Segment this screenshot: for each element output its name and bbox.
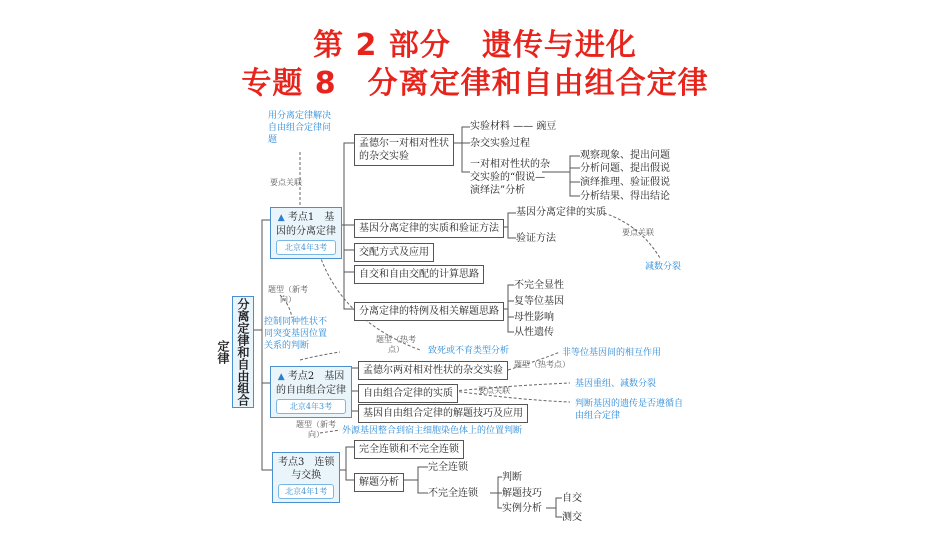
title-line-2: 专题 8 分离定律和自由组合定律: [241, 66, 709, 101]
note-3: 控制同种性状不同突变基因位置关系的判断: [264, 317, 328, 351]
linkage-sub-1: 判断: [502, 472, 522, 483]
experiment-process: 杂交实验过程: [470, 138, 530, 149]
tag-type-4: 题型（新考向）: [296, 420, 336, 439]
tag-related-1: 要点关联: [270, 178, 302, 187]
root-node: 分离定律和自由组合定律: [232, 296, 254, 408]
note-1: 用分离定律解决自由组合定律问题: [268, 111, 332, 145]
linkage-types: 完全连锁和不完全连锁: [354, 440, 464, 459]
selfing-calc: 自交和自由交配的计算思路: [354, 265, 484, 284]
segregation-essence: 基因分离定律的实质和验证方法: [354, 219, 504, 238]
note-4: 致死或不育类型分析: [428, 346, 510, 356]
topic-3-badge: 北京4年1考: [278, 484, 334, 499]
example-1: 自交: [562, 493, 582, 504]
tag-related-2: 要点关联: [622, 228, 654, 237]
independent-assortment-essence: 自由组合定律的实质: [358, 384, 458, 403]
essence-sub-1: 基因分离定律的实质: [516, 207, 606, 218]
tag-type-3: 题型（热考点）: [514, 360, 570, 369]
step-1: 观察现象、提出问题: [580, 150, 670, 161]
topic-3: [272, 452, 340, 503]
topic-2-badge: 北京4年3考: [276, 399, 346, 414]
mating-methods: 交配方式及应用: [354, 243, 434, 262]
special-sub-2: 复等位基因: [514, 296, 564, 307]
linkage-sub-3: 实例分析: [502, 503, 542, 514]
tag-type-2: 题型（热考点）: [376, 335, 416, 354]
note-7: 判断基因的遗传是否遵循自由组合定律: [575, 399, 684, 421]
example-2: 测交: [562, 512, 582, 523]
note-6: 基因重组、减数分裂: [575, 379, 657, 389]
incomplete-linkage: 不完全连锁: [428, 488, 478, 499]
flame-icon: ▲: [277, 372, 285, 382]
title-line-1: 第 2 部分 遗传与进化: [313, 28, 637, 63]
essence-sub-2: 验证方法: [516, 233, 556, 244]
experiment-material: 实验材料 —— 豌豆: [470, 121, 557, 132]
topic-3-label-b: 与交换: [291, 470, 322, 481]
linkage-sub-2: 解题技巧: [502, 488, 542, 499]
mendel-experiment: 孟德尔一对相对性状的杂交实验: [354, 134, 454, 166]
step-4: 分析结果、得出结论: [580, 191, 670, 202]
topic-2-label-b: 的自由组合定律: [276, 385, 346, 396]
special-sub-4: 从性遗传: [514, 327, 554, 338]
step-2: 分析问题、提出假说: [580, 163, 670, 174]
topic-2: [270, 366, 352, 418]
hypothesis-deduction: 一对相对性状的杂交实验的“假说—演绎法”分析: [470, 159, 550, 196]
special-sub-3: 母性影响: [514, 312, 554, 323]
step-3: 演绎推理、验证假说: [580, 177, 670, 188]
note-8: 外源基因整合到宿主细胞染色体上的位置判断: [342, 426, 523, 436]
note-2: 减数分裂: [645, 262, 682, 272]
mendel-two-traits: 孟德尔两对相对性状的杂交实验: [358, 361, 508, 380]
topic-3-label-a: 考点3 连锁: [278, 457, 335, 468]
topic-1: [270, 207, 342, 259]
topic-1-label-a: 考点1 基: [287, 212, 335, 223]
problem-analysis: 解题分析: [354, 473, 404, 492]
special-sub-1: 不完全显性: [514, 280, 564, 291]
flame-icon: ▲: [277, 213, 285, 223]
topic-2-label-a: 考点2 基因: [287, 371, 345, 382]
tag-related-3: 要点关联: [478, 386, 510, 395]
topic-1-badge: 北京4年3考: [276, 240, 336, 255]
note-5: 非等位基因间的相互作用: [562, 348, 662, 358]
complete-linkage: 完全连锁: [428, 462, 468, 473]
topic-1-label-b: 因的分离定律: [276, 226, 336, 237]
assortment-skills: 基因自由组合定律的解题技巧及应用: [358, 404, 528, 423]
special-cases: 分离定律的特例及相关解题思路: [354, 302, 504, 321]
tag-type-1: 题型（新考向）: [268, 285, 308, 304]
